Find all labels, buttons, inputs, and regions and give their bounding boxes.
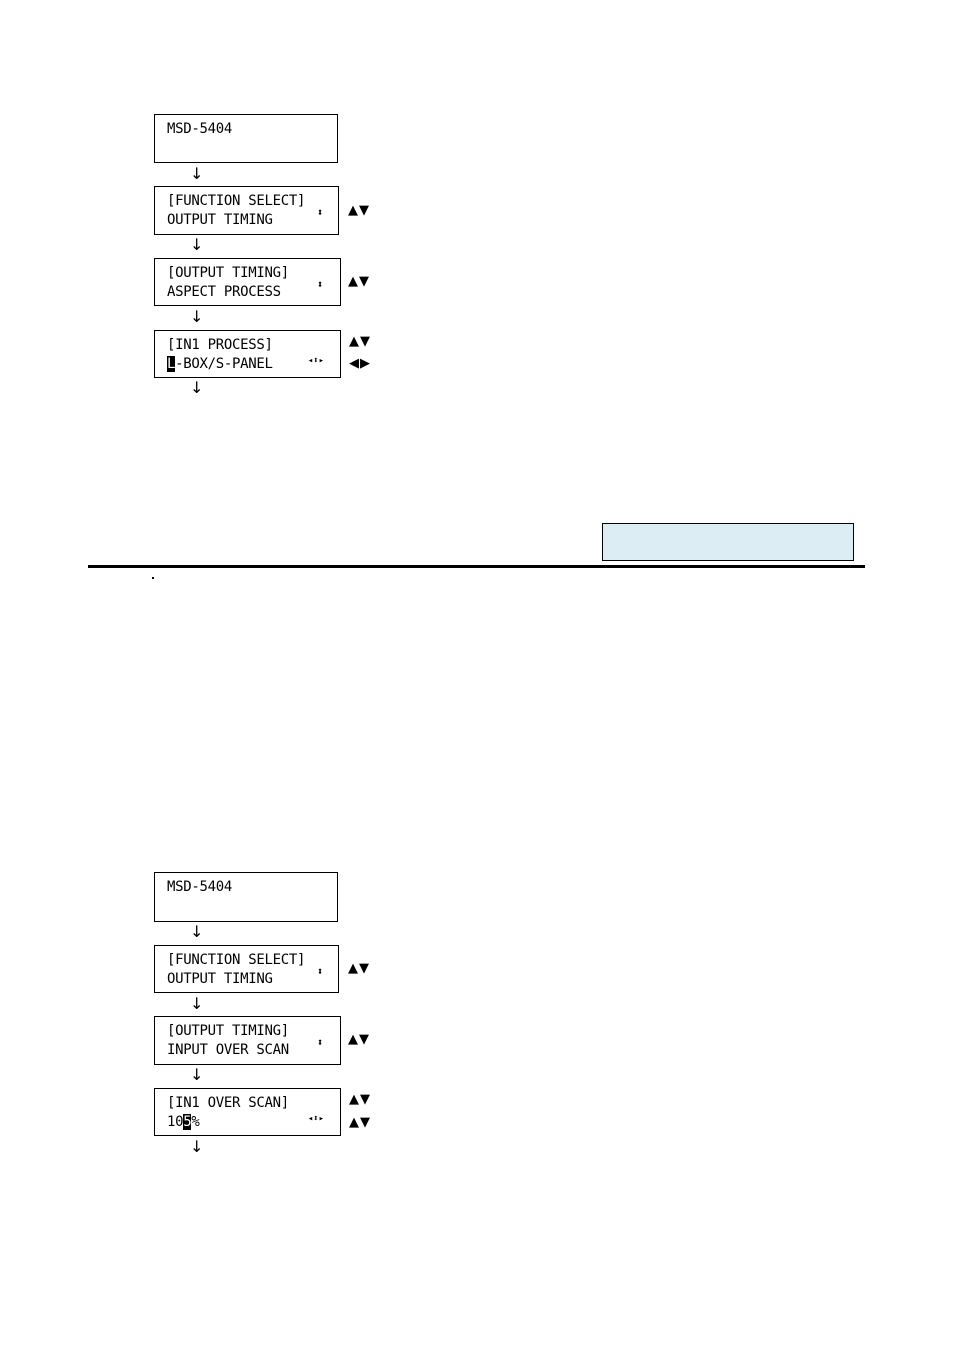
lcd-up-down-icon: ⬍ [316,1036,324,1049]
flow-down-arrow-icon: ↓ [190,1137,204,1156]
bullet-dot [152,577,154,579]
flow-down-arrow-icon: ↓ [190,1065,204,1084]
up-down-keys-icon: ▲▼ [348,961,370,976]
lcd-line-2 [167,356,273,372]
lcd-screen-output-timing [154,258,341,306]
up-down-keys-icon: ▲▼ [348,203,370,218]
lcd-line-1: [FUNCTION SELECT] [167,193,306,209]
lcd-screen-in1-over-scan [154,1088,341,1136]
lcd-value-prefix: 10 [167,1114,184,1130]
lcd-cursor: 5 [183,1114,192,1130]
lcd-line-2 [167,1114,200,1130]
lcd-up-down-icon: ⬍ [316,278,324,291]
lcd-screen-model [154,114,338,163]
up-down-keys-icon: ▲▼ [348,274,370,289]
lcd-line-1: [IN1 OVER SCAN] [167,1095,289,1111]
lcd-left-right-up-down-icon: ◂⬍▸ [307,1114,324,1124]
left-right-keys-icon: ◀▶ [349,356,371,371]
flow-down-arrow-icon: ↓ [190,922,204,941]
up-down-keys-icon: ▲▼ [348,1032,370,1047]
flow-down-arrow-icon: ↓ [190,235,204,254]
flow-down-arrow-icon: ↓ [190,307,204,326]
section-divider [88,565,865,568]
lcd-cursor: L [167,356,176,372]
lcd-line-1: [IN1 PROCESS] [167,337,273,353]
lcd-line-2: INPUT OVER SCAN [167,1042,289,1058]
flow-down-arrow-icon: ↓ [190,994,204,1013]
lcd-line-1: [OUTPUT TIMING] [167,265,289,281]
lcd-line-1: MSD-5404 [167,121,233,137]
lcd-line-2: OUTPUT TIMING [167,971,273,987]
lcd-line-1: [OUTPUT TIMING] [167,1023,289,1039]
lcd-screen-output-timing [154,1016,341,1065]
flow-down-arrow-icon: ↓ [190,164,204,183]
up-down-keys-icon: ▲▼ [349,1092,371,1107]
lcd-left-right-up-down-icon: ◂⬍▸ [307,356,324,366]
flow-down-arrow-icon: ↓ [190,378,204,397]
lcd-line-2: ASPECT PROCESS [167,284,281,300]
lcd-value-suffix: % [191,1114,200,1130]
up-down-keys-icon: ▲▼ [349,1115,371,1130]
lcd-up-down-icon: ⬍ [316,206,324,219]
lcd-line-1: MSD-5404 [167,879,233,895]
lcd-line-2: OUTPUT TIMING [167,212,273,228]
up-down-keys-icon: ▲▼ [349,334,371,349]
lcd-screen-function-select [154,186,339,235]
lcd-line-1: [FUNCTION SELECT] [167,952,306,968]
lcd-screen-function-select [154,945,339,993]
note-box [602,523,854,561]
lcd-value: -BOX/S-PANEL [175,356,273,372]
lcd-screen-in1-process [154,330,341,378]
lcd-screen-model [154,872,338,922]
lcd-up-down-icon: ⬍ [316,965,324,978]
